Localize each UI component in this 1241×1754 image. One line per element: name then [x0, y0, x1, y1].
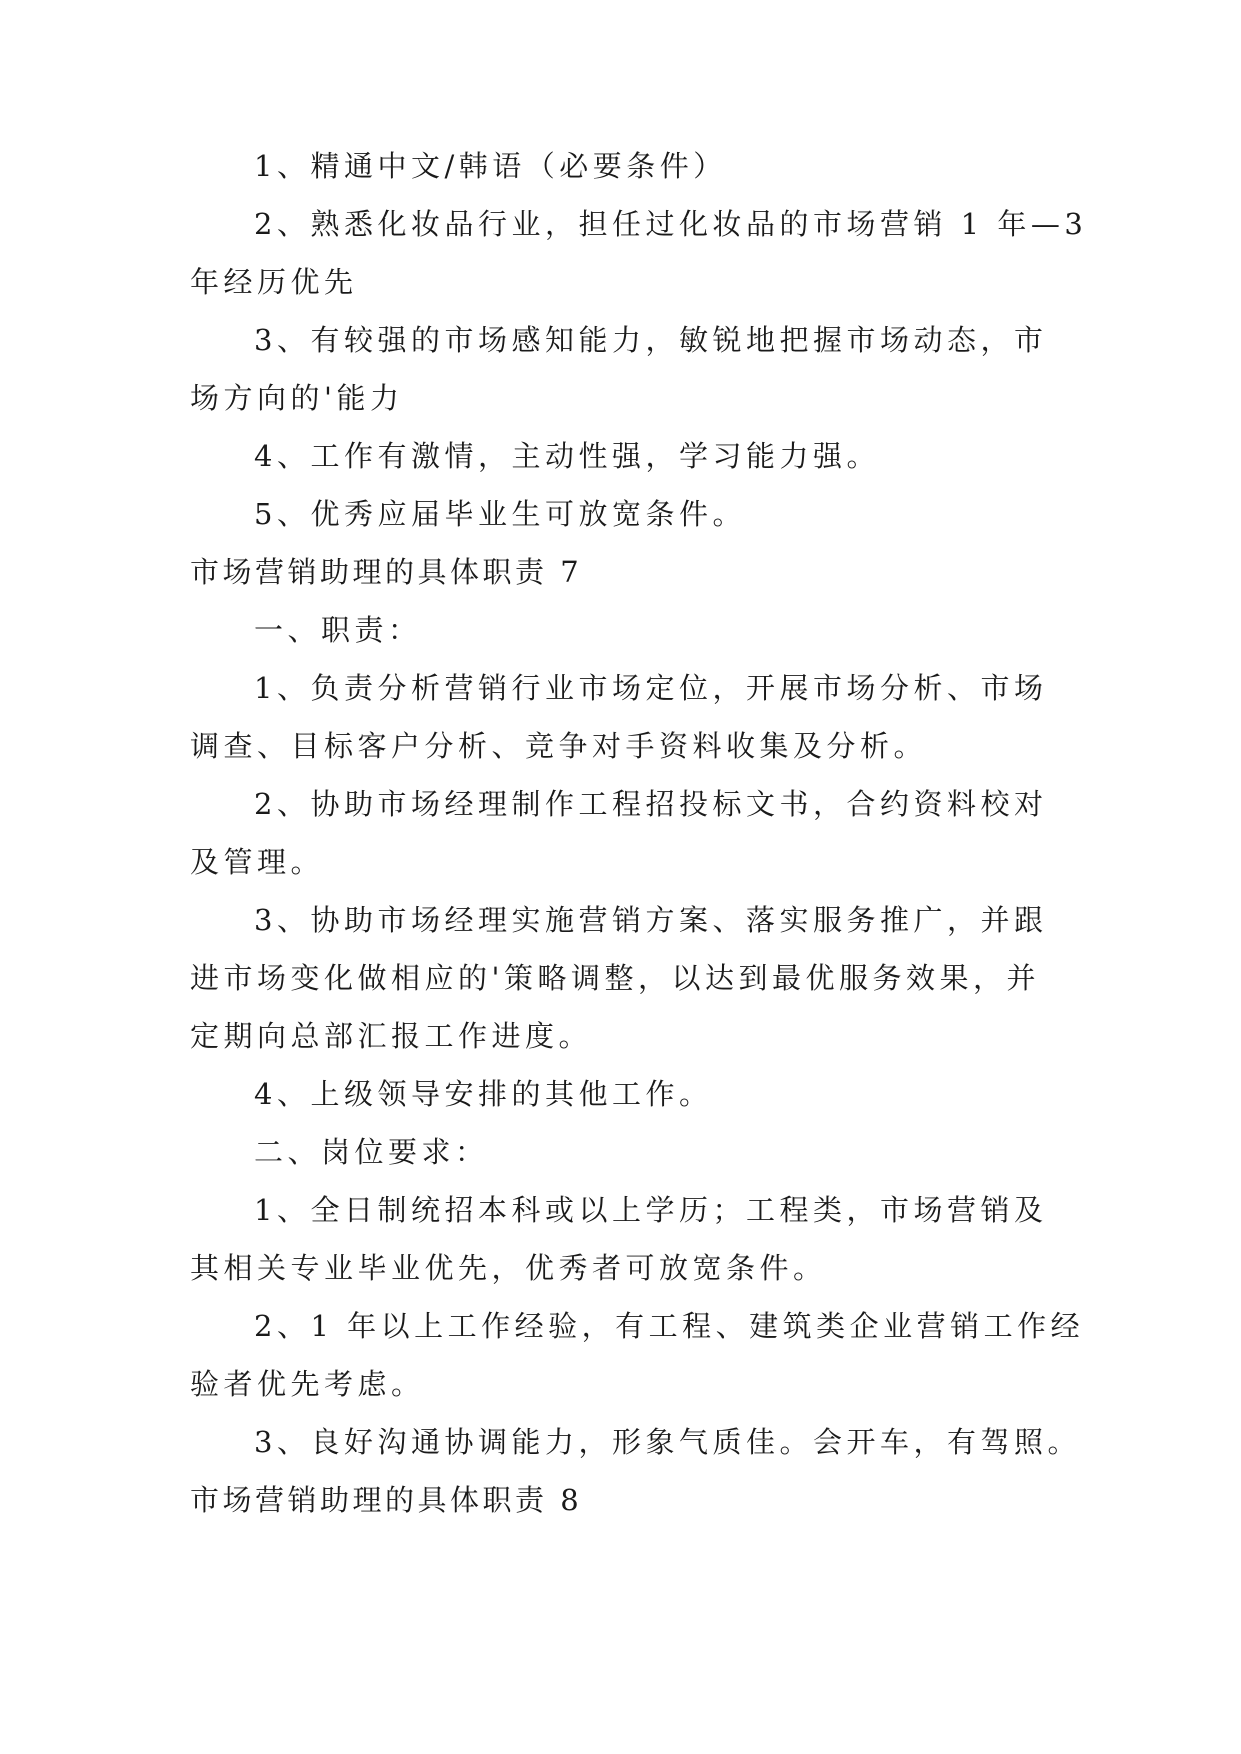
duty-line-4: 4、上级领导安排的其他工作。: [254, 1077, 713, 1111]
requirement-line-4: 4、工作有激情，主动性强，学习能力强。: [254, 439, 880, 473]
requirement-line-3: 3、有较强的市场感知能力，敏锐地把握市场动态，市: [254, 323, 1048, 357]
duty-line-3-cont-b: 定期向总部汇报工作进度。: [190, 1019, 593, 1053]
post-req-line-1: 1、全日制统招本科或以上学历；工程类，市场营销及: [254, 1193, 1048, 1227]
duty-line-3-cont-a: 进市场变化做相应的'策略调整，以达到最优服务效果，并: [190, 961, 1040, 995]
requirement-line-1: 1、精通中文/韩语（必要条件）: [254, 149, 727, 183]
requirement-line-2: 2、熟悉化妆品行业，担任过化妆品的市场营销 1 年—3: [254, 207, 1088, 241]
post-req-line-1-cont: 其相关专业毕业优先，优秀者可放宽条件。: [190, 1251, 827, 1285]
section-heading-7: 市场营销助理的具体职责 7: [190, 555, 583, 589]
requirement-line-2-cont: 年经历优先: [190, 265, 358, 299]
subheading-duties: 一、职责：: [254, 613, 422, 647]
post-req-line-2-cont: 验者优先考虑。: [190, 1367, 425, 1401]
duty-line-1-cont: 调查、目标客户分析、竞争对手资料收集及分析。: [190, 729, 928, 763]
subheading-requirements: 二、岗位要求：: [254, 1135, 489, 1169]
duty-line-2: 2、协助市场经理制作工程招投标文书，合约资料校对: [254, 787, 1048, 821]
duty-line-2-cont: 及管理。: [190, 845, 325, 879]
post-req-line-2: 2、1 年以上工作经验，有工程、建筑类企业营销工作经: [254, 1309, 1085, 1343]
post-req-line-3: 3、良好沟通协调能力，形象气质佳。会开车，有驾照。: [254, 1425, 1081, 1459]
duty-line-3: 3、协助市场经理实施营销方案、落实服务推广，并跟: [254, 903, 1048, 937]
section-heading-8: 市场营销助理的具体职责 8: [190, 1483, 583, 1517]
duty-line-1: 1、负责分析营销行业市场定位，开展市场分析、市场: [254, 671, 1048, 705]
document-body: [190, 137, 1088, 1529]
requirement-line-5: 5、优秀应届毕业生可放宽条件。: [254, 497, 746, 531]
requirement-line-3-cont: 场方向的'能力: [190, 381, 404, 415]
